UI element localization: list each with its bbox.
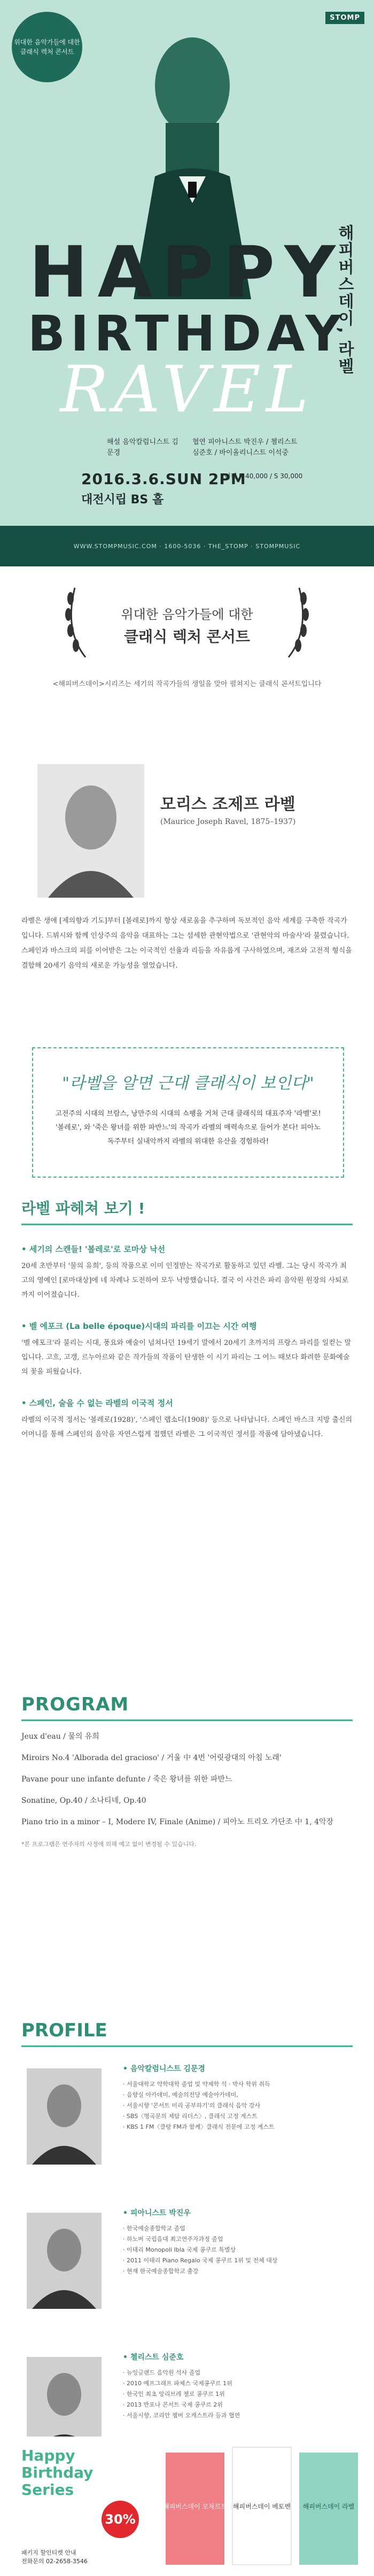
career-item: · 2011 이태리 Piano Regaio 국제 콩쿠르 1위 및 전체 대상 (123, 2257, 278, 2264)
book-label: 해피버스데이 베토벤 (232, 2503, 291, 2510)
promo-left (21, 2447, 155, 2565)
intro-heading-line2: 클래식 렉처 콘서트 (124, 628, 250, 645)
intro-section (0, 566, 374, 748)
career-item: · 서울시향 '콘서트 미리 공부하기'의 클래식 음악 강사 (123, 2102, 261, 2109)
program-item: Pavane pour une infante defunte / 죽은 왕녀를 위한 파반느 (21, 1775, 232, 1784)
career-item: · 서울대학교 약학대학 졸업 및 약제학 석 · 박사 학위 취득 (123, 2081, 270, 2088)
vertical-korean-title: 해피버스데이, 라벨 (335, 224, 354, 375)
performers-info: 협연 피아니스트 박진우 / 첼리스트 심준호 / 바이올리니스트 이석중 (192, 438, 298, 457)
career-item: · KBS 1 FM〈클랑 FM과 함께〉클래식 전문에 고정 게스트 (123, 2123, 275, 2130)
series-badge-line: 클래식 렉처 콘서트 (20, 48, 74, 56)
promo-title-line: Series (21, 2481, 74, 2499)
person-photo (27, 2213, 102, 2309)
ravel-explore-section (21, 1197, 353, 1442)
quote-description: 고전주의 시대의 브람스, 낭만주의 시대의 쇼팽을 거쳐 근대 클래식의 대표주자 '라벨'로! '볼레로', 와 '죽은 왕녀를 위한 파반느'의 작곡가 라벨의 매력속으로 들어가 본다! 피아노 독주부터 실내악까지 라벨의 위대한 유산을 경험하라! (55, 1110, 321, 1146)
topic-body: '벨 에포크'라 불리는 시대, 풍요와 예술이 넘쳐나던 19세기 말에서 20세기 초까지의 프랑스 파리를 일컫는 말입니다. 고흐, 고갱, 르누아르와 같은 작가들의 작품이 탄생한 이 시기 파리는 그 어느 때보다 화려한 문화예술의 꽃을 피웠습니다. (21, 1339, 352, 1376)
hero-banner (0, 0, 374, 566)
career-item: · 뉴잉글랜드 음악원 석사 졸업 (123, 2369, 200, 2376)
program-item: Sonatine, Op.40 / 소나티네, Op.40 (21, 1796, 146, 1805)
person-career-list (123, 2368, 347, 2421)
profile-section (21, 2020, 353, 2480)
divider (21, 1719, 353, 1721)
series-promo (0, 2437, 374, 2576)
promo-contact-line: 전화문의 02-2658-3546 (21, 2558, 88, 2565)
divider (21, 2045, 353, 2047)
stomp-logo: STOMP (325, 12, 364, 24)
biography-section (0, 748, 374, 1047)
person-name: • 피아니스트 박진우 (123, 2209, 191, 2217)
quote-headline: "라벨을 알면 근대 클래식이 보인다" (62, 1074, 314, 1093)
series-badge (12, 12, 82, 82)
program-section (21, 1694, 353, 1848)
program-note: *본 프로그램은 연주자의 사정에 의해 예고 없이 변경될 수 있습니다. (21, 1841, 197, 1848)
promo-contact-line: 패키지 할인티켓 안내 (21, 2549, 76, 2556)
program-item: Piano trio in a minor – I, Modere IV, Finale (Anime) / 피아노 트리오 가단조 中 1, 4악장 (21, 1818, 334, 1826)
divider (21, 1224, 353, 1225)
career-item: · 2013 반포나 콘서트 국제 콩쿠르 2위 (123, 2401, 223, 2408)
intro-heading-line1: 위대한 음악가들에 대한 (121, 607, 253, 622)
title-birthday: BIRTHDAY (27, 305, 347, 362)
topic-title: • 세기의 스캔들! '볼레로'로 로마상 낙선 (21, 1244, 166, 1254)
commentator-info: 해설 음악칼럼니스트 김문경 (107, 438, 178, 457)
quote-box (32, 1047, 344, 1178)
ravel-explore-heading: 라벨 파헤쳐 보기 ! (21, 1200, 145, 1217)
topic-item (21, 1320, 353, 1379)
series-books-illustration (160, 2442, 363, 2570)
concert-venue: 대전시립 BS 홀 (81, 493, 164, 507)
career-item: · 음향실 아카데미, 예술의전당 예술아카데미, (123, 2091, 238, 2098)
contact-bar (0, 526, 374, 566)
person-name: • 음악칼럼니스트 김문경 (123, 2065, 205, 2073)
promo-title-line: Birthday (21, 2464, 94, 2481)
concert-date: 2016.3.6.SUN 2PM (81, 470, 246, 488)
person-name: • 첼리스트 심준호 (123, 2353, 184, 2362)
career-item: · 한국인 최초 앙리브레 첼로 콩쿠르 1위 (123, 2391, 225, 2398)
career-item: · 2010 예프그래프 파체스 국제콩쿠르 1위 (123, 2380, 232, 2387)
program-item: Jeux d'eau / 물의 유희 (21, 1732, 99, 1741)
program-item: Miroirs No.4 'Alborada del gracioso' / 거울 中 4번 '어릿광대의 아침 노래' (21, 1754, 282, 1762)
ticket-price: 티켓 R 40,000 / S 30,000 (224, 472, 303, 480)
title-ravel: RAVEL (60, 353, 314, 427)
person-career-list (123, 2079, 347, 2133)
promo-title-line: Happy (21, 2447, 75, 2464)
topic-body: 라벨의 이국적 정서는 '볼레로(1928)', '스페인 랩소디(1908)' 등으로 나타납니다. 스페인 바스크 지방 출신의 어머니를 통해 스페인의 음악을 자연스럽게 접했던 라벨은 그 이국적인 정서를 작품에 담아냈습니다. (21, 1416, 353, 1438)
discount-badge: 30% (102, 2501, 139, 2538)
book-label: 해피버스데이 라벨 (302, 2503, 355, 2510)
person-photo (27, 2068, 102, 2165)
topic-item (21, 1243, 353, 1302)
composer-biography: 라벨은 생애 [제의향과 기도]부터 [볼레로]까지 항상 새로움을 추구하며 독보적인 음악 세계를 구축한 작곡가입니다. 드뷔시와 함께 인상주의 음악을 대표하는 그는 섬세한 관현악법으로 '관현악의 마술사'라 불렸습니다. 스페인과 바스크의 피를 이어받은 그는 이국적인 선율과 리듬을 자유롭게 구사하였으며, 재즈와 고전적 형식을 결합해 20세기 음악의 새로운 가능성을 열었습니다. (21, 917, 352, 970)
ravel-photo (37, 764, 144, 898)
composer-name: 모리스 조제프 라벨 (160, 795, 295, 814)
topic-body: 20세 초반부터 '물의 유희', 등의 작품으로 이미 인정받는 작곡가로 활동하고 있던 라벨. 그는 당시 작곡가 최고의 영예인 [로마대상]에 네 차례나 도전하여 모두 낙방했습니다. 결국 이 사건은 파리 음악원 원장의 사퇴로까지 이어졌습니다. (21, 1262, 349, 1299)
career-item: · 이태리 Monopoli Ibla 국제 콩쿠르 특별상 (123, 2246, 236, 2253)
promo-contact (21, 2549, 88, 2566)
title-happy: HAPPY (29, 231, 345, 314)
series-badge-line: 위대한 음악가들에 대한 (14, 38, 80, 46)
intro-description: <해피버스데이>시리즈는 세기의 작곡가들의 생일을 맞아 펼쳐지는 클래식 콘서트입니다 (52, 680, 322, 688)
career-item: · 하노버 국립음대 최고연주자과정 졸업 (123, 2236, 223, 2243)
career-item: · 현재 한국예술종합학교 출강 (123, 2268, 199, 2275)
topic-title: • 스페인, 술을 수 없는 라벨의 이국적 정서 (21, 1398, 173, 1408)
profile-person (21, 2063, 353, 2191)
topic-item (21, 1397, 353, 1442)
composer-name-english: (Maurice Joseph Ravel, 1875–1937) (160, 818, 296, 826)
career-item: · 한국예술종합학교 졸업 (123, 2225, 185, 2232)
book-label: 해피버스데이 모차르트 (163, 2503, 227, 2510)
profile-heading: PROFILE (21, 2020, 107, 2041)
topic-title: • 벨 에포크 (La belle époque)시대의 파리를 이끄는 시간 여행 (21, 1321, 257, 1331)
person-career-list (123, 2223, 347, 2277)
contact-bar-text: WWW.STOMPMUSIC.COM · 1600-5036 · THE_STOMP · STOMPMUSIC (73, 542, 301, 550)
program-heading: PROGRAM (21, 1694, 129, 1715)
profile-person (21, 2207, 353, 2336)
career-item: · SBS〈명곡문의 제탐 리더스〉, 클래식 고정 게스트 (123, 2113, 258, 2120)
career-item: · 서울시향, 코리안 챔버 오케스트라 등과 협연 (123, 2412, 240, 2419)
